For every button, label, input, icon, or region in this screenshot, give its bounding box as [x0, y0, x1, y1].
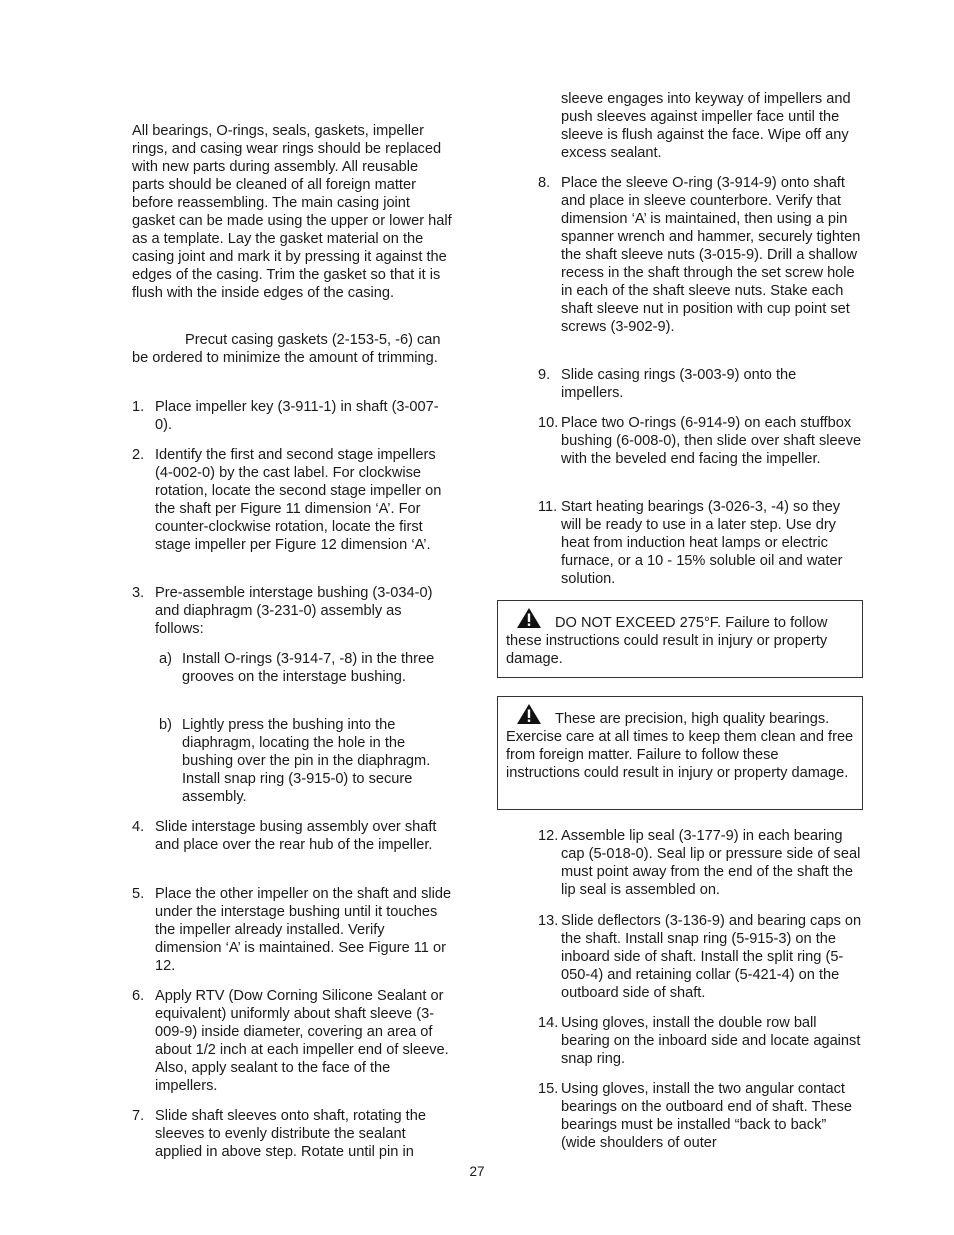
continued-step-text: sleeve engages into keyway of impellers and push sleeves against impeller face until the sleeve is flush against the face. Wipe off any excess sealant.: [561, 91, 851, 161]
step-text: Using gloves, install the double row ball bearing on the inboard side and locate against snap ring.: [561, 1015, 861, 1067]
step-text: Place the other impeller on the shaft and slide under the interstage bushing until it touches the impeller already installed. Verify dimension ‘A’ is maintained. See Figure 11 or 12.: [155, 886, 452, 974]
step-text: Place the sleeve O-ring (3-914-9) onto shaft and place in sleeve counterbore. Verify that dimension ‘A’ is maintained, then using a pin spanner wrench and hammer, securely tighten the shaft sleeve nuts (3-015-9). Drill a shallow recess in the shaft through the set screw hole in each of the shaft sleeve nuts. Stake each shaft sleeve nut in position with cup point set screws (3-902-9).: [561, 175, 861, 335]
step-number: 14.: [538, 1015, 559, 1031]
warning-box-temperature: [497, 600, 863, 678]
step-number: 9.: [538, 367, 551, 383]
step-text: Slide casing rings (3-003-9) onto the impellers.: [561, 367, 797, 401]
step-text: Start heating bearings (3-026-3, -4) so they will be ready to use in a later step. Use dry heat from induction heat lamps or electric furnace, or a 10 - 15% soluble oil and water solution.: [561, 499, 843, 587]
warning-text: These are precision, high quality bearings. Exercise care at all times to keep them clean and free from foreign matter. Failure to follow these instructions could result in injury or property damage.: [506, 703, 854, 782]
step-text: Place two O-rings (6-914-9) on each stuffbox bushing (6-008-0), then slide over shaft sleeve with the beveled end facing the impeller.: [561, 415, 862, 467]
intro-paragraph: All bearings, O-rings, seals, gaskets, impeller rings, and casing wear rings should be replaced with new parts during assembly. All reusable parts should be cleaned of all foreign matter before reassembling. The main casing joint gasket can be made using the upper or lower half as a template. Lay the gasket material on the casing joint and mark it by pressing it against the edges of the casing. Trim the gasket so that it is flush with the inside edges of the casing.: [132, 123, 452, 301]
step-number: 8.: [538, 175, 551, 191]
warning-triangle-icon: [516, 703, 542, 725]
step-text: Slide interstage busing assembly over shaft and place over the rear hub of the impeller.: [155, 819, 437, 853]
note-paragraph: Precut casing gaskets (2-153-5, -6) can be ordered to minimize the amount of trimming.: [132, 332, 441, 366]
step-number: 6.: [132, 988, 145, 1004]
warning-triangle-icon: [516, 607, 542, 629]
step-number: 3.: [132, 585, 145, 601]
step-number: 13.: [538, 913, 559, 929]
step-text: Pre-assemble interstage bushing (3-034-0) and diaphragm (3-231-0) assembly as follows:: [155, 585, 433, 637]
step-text: Using gloves, install the two angular contact bearings on the outboard end of shaft. These bearings must be installed “back to back” (wide shoulders of outer: [561, 1081, 853, 1151]
step-number: 4.: [132, 819, 145, 835]
warning-box-bearings: [497, 696, 863, 810]
warning-text: DO NOT EXCEED 275°F. Failure to follow these instructions could result in injury or property damage.: [506, 607, 854, 668]
step-number: 11.: [538, 499, 558, 515]
step-number: 15.: [538, 1081, 559, 1097]
substep-label: a): [159, 651, 172, 667]
step-text: Identify the first and second stage impellers (4-002-0) by the cast label. For clockwise rotation, locate the second stage impeller on the shaft per Figure 11 dimension ‘A’. For counter-clockwise rotation, locate the first stage impeller per Figure 12 dimension ‘A’.: [155, 447, 442, 553]
step-text: Apply RTV (Dow Corning Silicone Sealant or equivalent) uniformly about shaft sleeve (3-009-9) inside diameter, covering an area of about 1/2 inch at each impeller end of sleeve. Also, apply sealant to the face of the impellers.: [155, 988, 449, 1094]
step-text: Slide deflectors (3-136-9) and bearing caps on the shaft. Install snap ring (5-915-3) on the inboard side of shaft. Install the split ring (5-050-4) and retaining collar (5-421-4) on the outboard side of shaft.: [561, 913, 862, 1001]
substep-text: Lightly press the bushing into the diaphragm, locating the hole in the bushing over the pin in the diaphragm. Install snap ring (3-915-0) to secure assembly.: [182, 717, 431, 805]
step-text: Assemble lip seal (3-177-9) in each bearing cap (5-018-0). Seal lip or pressure side of seal must point away from the end of the shaft the lip seal is assembled on.: [561, 828, 861, 898]
page-number: 27: [469, 1164, 485, 1179]
step-text: Slide shaft sleeves onto shaft, rotating the sleeves to evenly distribute the sealant applied in above step. Rotate until pin in: [155, 1108, 426, 1160]
step-number: 10.: [538, 415, 559, 431]
substep-text: Install O-rings (3-914-7, -8) in the three grooves on the interstage bushing.: [182, 651, 435, 685]
step-number: 12.: [538, 828, 559, 844]
step-number: 7.: [132, 1108, 145, 1124]
step-number: 1.: [132, 399, 145, 415]
step-number: 2.: [132, 447, 145, 463]
substep-label: b): [159, 717, 172, 733]
step-number: 5.: [132, 886, 145, 902]
step-text: Place impeller key (3-911-1) in shaft (3-007-0).: [155, 399, 439, 433]
